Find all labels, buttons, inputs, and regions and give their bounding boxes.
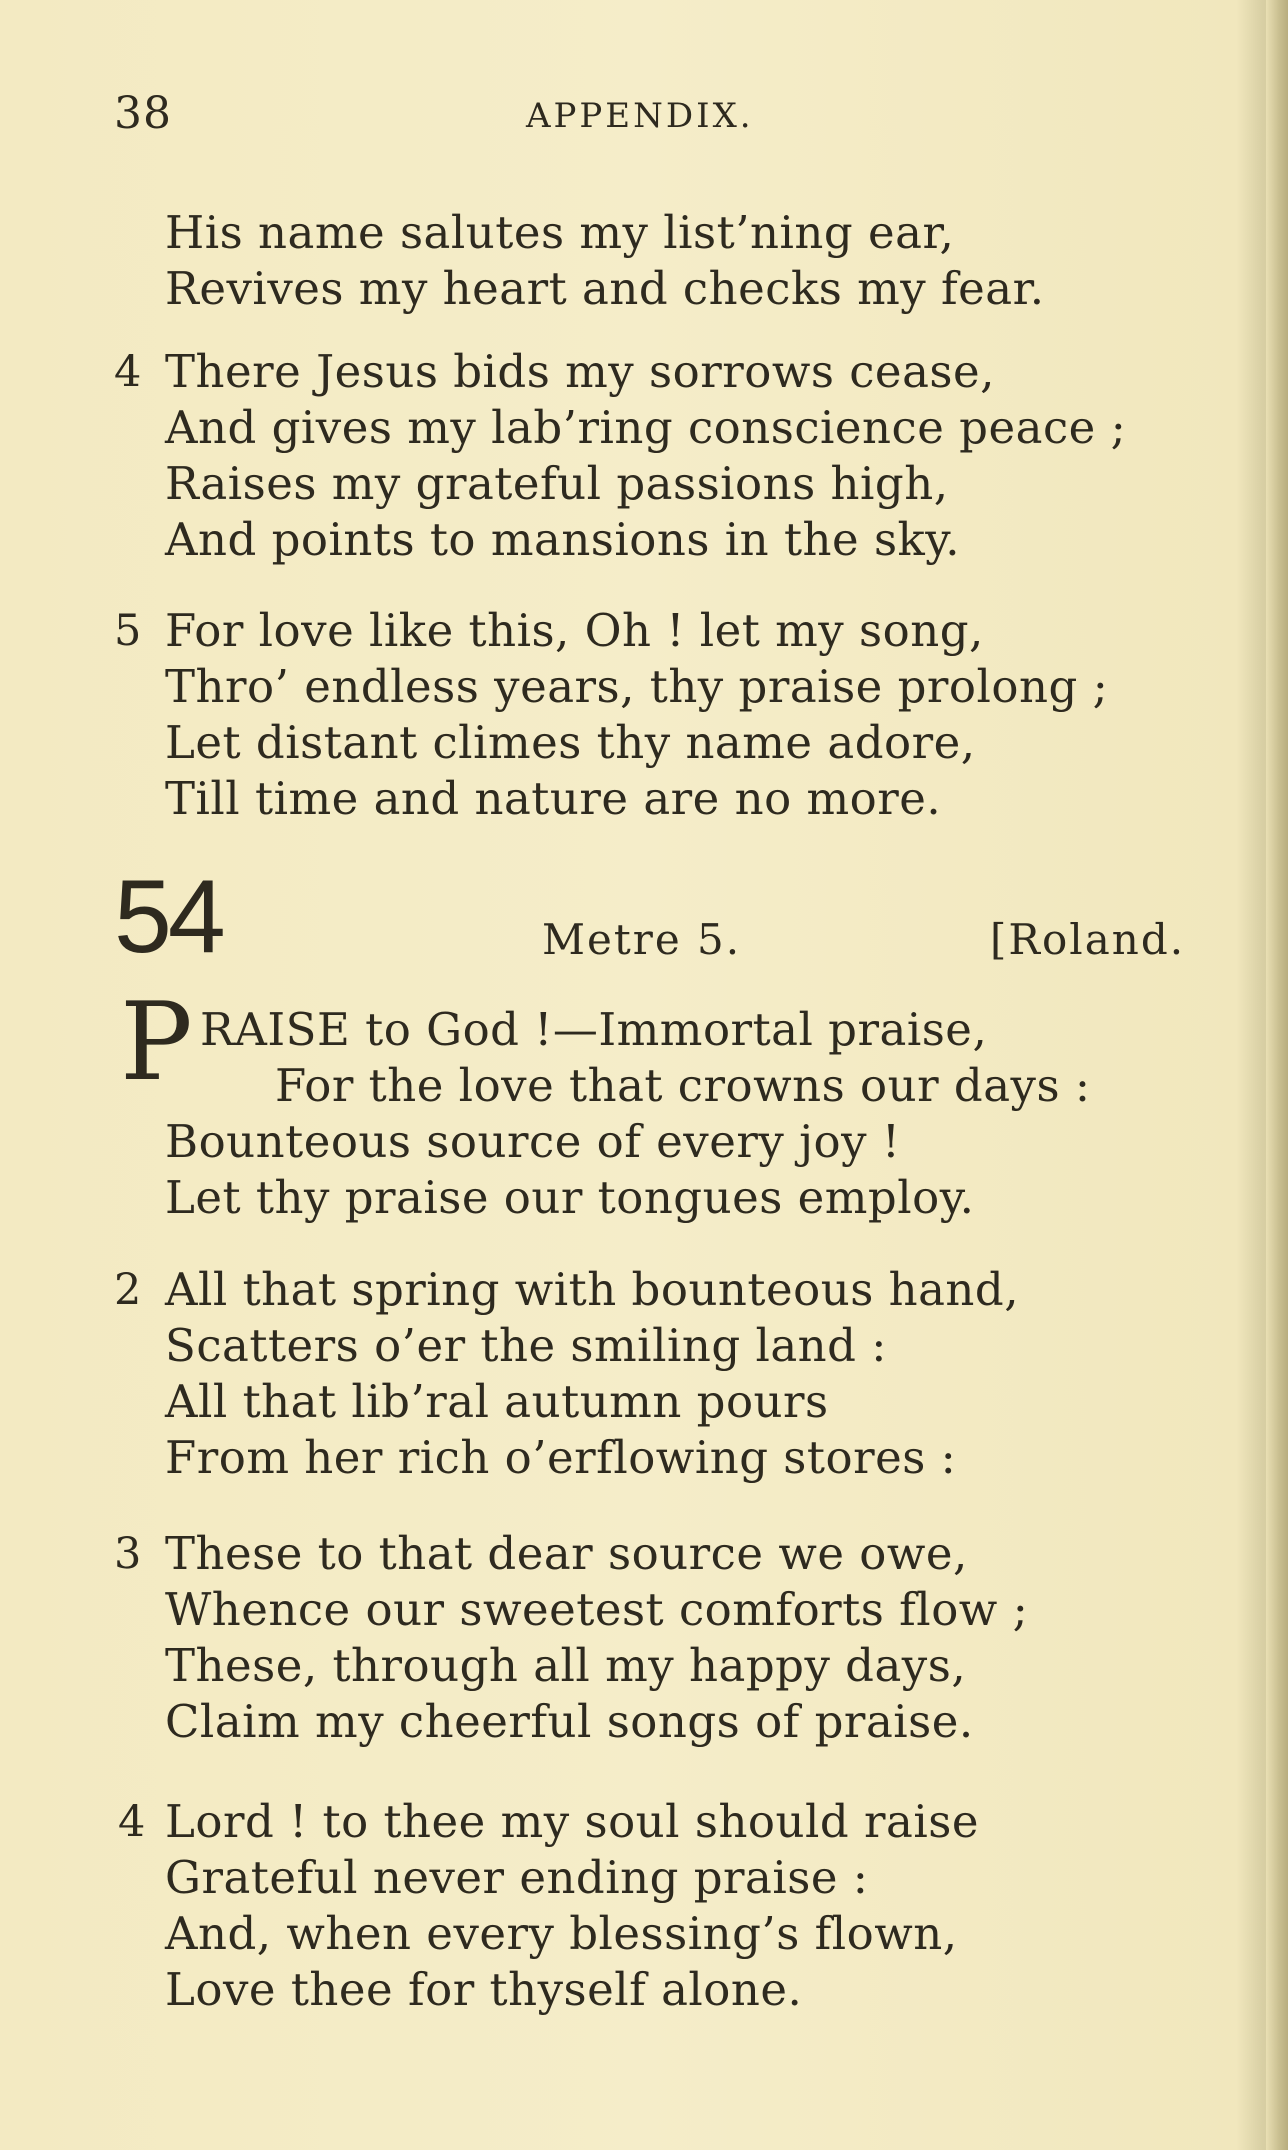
running-head: APPENDIX. <box>526 96 754 136</box>
verse-line: Grateful never ending praise : <box>165 1851 869 1904</box>
page-number: 38 <box>114 88 172 139</box>
verse-number: 4 <box>114 347 142 397</box>
verse-line: There Jesus bids my sorrows cease, <box>165 345 995 398</box>
verse-line: Let distant climes thy name adore, <box>165 716 976 769</box>
verse-line: Raises my grateful passions high, <box>165 457 949 510</box>
verse-line: All that lib’ral autumn pours <box>165 1375 829 1428</box>
hymn-tune: [Roland. <box>990 915 1186 964</box>
verse-line: Till time and nature are no more. <box>165 772 942 825</box>
verse-line: And points to mansions in the sky. <box>165 513 961 566</box>
verse-number: 2 <box>114 1265 142 1315</box>
verse-line: Love thee for thyself alone. <box>165 1963 803 2016</box>
verse-line: Claim my cheerful songs of praise. <box>165 1695 974 1748</box>
verse-number: 3 <box>114 1529 142 1579</box>
verse-number: 5 <box>114 606 142 656</box>
verse-line: These to that dear source we owe, <box>165 1527 968 1580</box>
verse-number: 4 <box>118 1797 146 1847</box>
page-header <box>114 88 1164 148</box>
verse-line: From her rich o’erflowing stores : <box>165 1431 957 1484</box>
verse-line: For the love that crowns our days : <box>275 1059 1091 1112</box>
verse-line: Revives my heart and checks my fear. <box>165 262 1045 315</box>
verse-line: Let thy praise our tongues employ. <box>165 1171 975 1224</box>
verse-line: Lord ! to thee my soul should raise <box>165 1795 979 1848</box>
verse-line: All that spring with bounteous hand, <box>165 1263 1019 1316</box>
verse-line: These, through all my happy days, <box>165 1639 967 1692</box>
verse-line: And, when every blessing’s flown, <box>165 1907 958 1960</box>
drop-cap: P <box>120 980 193 1105</box>
verse-line: Whence our sweetest comforts flow ; <box>165 1583 1029 1636</box>
hymn-number: 54 <box>114 859 222 975</box>
verse-line: For love like this, Oh ! let my song, <box>165 604 984 657</box>
verse-line: Thro’ endless years, thy praise prolong ; <box>165 660 1109 713</box>
verse-line: And gives my lab’ring conscience peace ; <box>165 401 1127 454</box>
page-edge <box>1266 0 1288 2150</box>
verse-line: Bounteous source of every joy ! <box>165 1115 901 1168</box>
verse-line: Scatters o’er the smiling land : <box>165 1319 887 1372</box>
verse-line: His name salutes my list’ning ear, <box>165 206 955 259</box>
hymn-metre: Metre 5. <box>542 915 742 964</box>
verse-line: RAISE to God !—Immortal praise, <box>200 1003 988 1056</box>
